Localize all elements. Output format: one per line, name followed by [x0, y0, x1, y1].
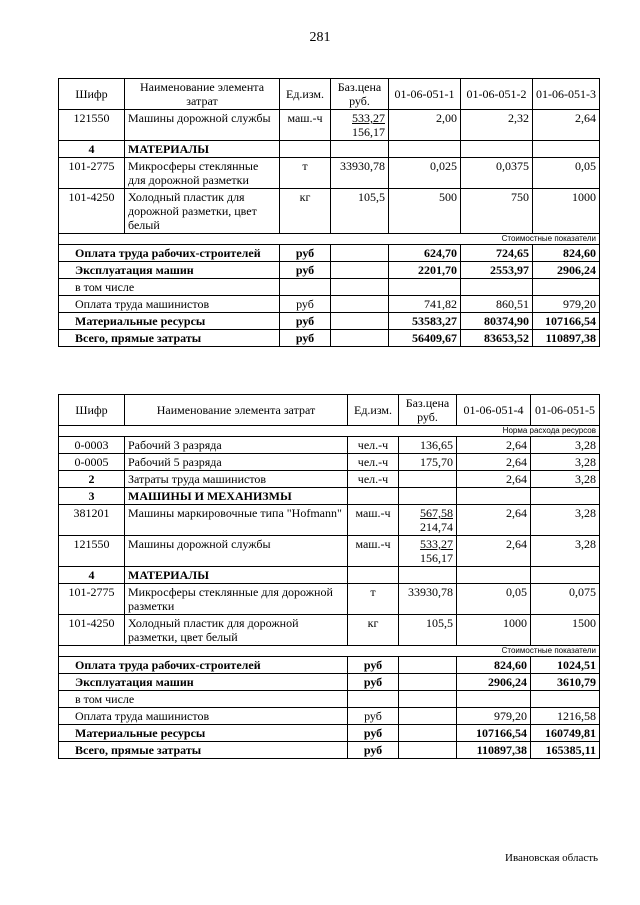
cost-name: в том числе	[59, 691, 348, 708]
cost-indicators-label: Стоимостные показатели	[59, 234, 600, 245]
code-cell: 4	[59, 567, 125, 584]
value-cell: 979,20	[533, 296, 600, 313]
name-cell: Затраты труда машинистов	[125, 471, 348, 488]
cost-name: Оплата труда машинистов	[59, 708, 348, 725]
unit-cell: чел.-ч	[348, 454, 399, 471]
price-cell	[399, 505, 457, 536]
price-cell: 175,70	[399, 454, 457, 471]
section-title: МАШИНЫ И МЕХАНИЗМЫ	[125, 488, 348, 505]
header-cell: 01-06-051-4	[457, 395, 531, 426]
price-cell: 105,5	[331, 189, 389, 234]
unit-cell: руб	[280, 313, 331, 330]
value-cell: 1024,51	[531, 657, 600, 674]
value-cell: 1500	[531, 615, 600, 646]
cost-row	[59, 742, 600, 759]
cost-name: в том числе	[59, 279, 280, 296]
value-cell: 83653,52	[461, 330, 533, 347]
value-cell: 724,65	[461, 245, 533, 262]
value-cell: 2,32	[461, 110, 533, 141]
unit-cell: руб	[348, 725, 399, 742]
header-cell: 01-06-051-1	[389, 79, 461, 110]
cost-name: Материальные ресурсы	[59, 313, 280, 330]
table-header-row	[59, 395, 600, 426]
table-row	[59, 158, 600, 189]
name-cell: Микросферы стеклянные для дорожной разметки	[125, 584, 348, 615]
cost-name: Оплата труда рабочих-строителей	[59, 245, 280, 262]
value-cell: 2,64	[457, 536, 531, 567]
table-row	[59, 189, 600, 234]
header-cell: Баз.цена руб.	[331, 79, 389, 110]
cost-row	[59, 313, 600, 330]
unit-cell: маш.-ч	[280, 110, 331, 141]
code-cell: 101-4250	[59, 615, 125, 646]
cost-name: Оплата труда рабочих-строителей	[59, 657, 348, 674]
value-cell: 824,60	[457, 657, 531, 674]
code-cell: 101-2775	[59, 584, 125, 615]
price-cell: 33930,78	[399, 584, 457, 615]
value-cell: 1000	[533, 189, 600, 234]
value-cell: 3,28	[531, 471, 600, 488]
price-value: 567,58	[420, 506, 453, 520]
header-cell: Наименование элемента затрат	[125, 79, 280, 110]
unit-cell: кг	[348, 615, 399, 646]
unit-cell: т	[280, 158, 331, 189]
table-row	[59, 110, 600, 141]
value-cell: 160749,81	[531, 725, 600, 742]
value-cell: 56409,67	[389, 330, 461, 347]
price-value-2: 156,17	[420, 551, 453, 565]
value-cell: 0,025	[389, 158, 461, 189]
cost-row	[59, 279, 600, 296]
header-cell: 01-06-051-2	[461, 79, 533, 110]
price-value-2: 214,74	[420, 520, 453, 534]
header-cell: Шифр	[59, 79, 125, 110]
value-cell: 741,82	[389, 296, 461, 313]
price-value-2: 156,17	[352, 125, 385, 139]
value-cell: 1000	[457, 615, 531, 646]
table-row	[59, 141, 600, 158]
table-row	[59, 567, 600, 584]
value-cell: 107166,54	[457, 725, 531, 742]
price-cell	[399, 536, 457, 567]
table-row	[59, 437, 600, 454]
value-cell: 2,64	[457, 437, 531, 454]
price-value: 533,27	[420, 537, 453, 551]
unit-cell: руб	[348, 742, 399, 759]
name-cell: Холодный пластик для дорожной разметки, цвет белый	[125, 615, 348, 646]
unit-cell: чел.-ч	[348, 437, 399, 454]
price-cell: 136,65	[399, 437, 457, 454]
price-cell: 105,5	[399, 615, 457, 646]
note-row	[59, 646, 600, 657]
table-row	[59, 454, 600, 471]
cost-name: Материальные ресурсы	[59, 725, 348, 742]
value-cell: 1216,58	[531, 708, 600, 725]
table-row	[59, 471, 600, 488]
note-row	[59, 234, 600, 245]
cost-name: Всего, прямые затраты	[59, 330, 280, 347]
value-cell: 3610,79	[531, 674, 600, 691]
cost-name: Эксплуатация машин	[59, 674, 348, 691]
price-cell	[331, 110, 389, 141]
code-cell: 101-2775	[59, 158, 125, 189]
cost-row	[59, 691, 600, 708]
value-cell: 110897,38	[457, 742, 531, 759]
note-row	[59, 426, 600, 437]
code-cell: 121550	[59, 110, 125, 141]
cost-name: Эксплуатация машин	[59, 262, 280, 279]
price-cell: 33930,78	[331, 158, 389, 189]
header-cell: Ед.изм.	[348, 395, 399, 426]
cost-row	[59, 674, 600, 691]
resource-norm-label: Норма расхода ресурсов	[59, 426, 600, 437]
cost-row	[59, 708, 600, 725]
value-cell: 2,64	[457, 505, 531, 536]
unit-cell: чел.-ч	[348, 471, 399, 488]
value-cell: 750	[461, 189, 533, 234]
value-cell: 53583,27	[389, 313, 461, 330]
value-cell: 107166,54	[533, 313, 600, 330]
value-cell: 3,28	[531, 505, 600, 536]
value-cell: 165385,11	[531, 742, 600, 759]
value-cell: 500	[389, 189, 461, 234]
table-row	[59, 536, 600, 567]
code-cell: 2	[59, 471, 125, 488]
value-cell: 3,28	[531, 454, 600, 471]
unit-cell: т	[348, 584, 399, 615]
cost-row	[59, 245, 600, 262]
section-title: МАТЕРИАЛЫ	[125, 567, 348, 584]
value-cell: 624,70	[389, 245, 461, 262]
name-cell: Холодный пластик для дорожной разметки, цвет белый	[125, 189, 280, 234]
header-cell: 01-06-051-5	[531, 395, 600, 426]
price-value: 533,27	[352, 111, 385, 125]
value-cell: 824,60	[533, 245, 600, 262]
cost-name: Оплата труда машинистов	[59, 296, 280, 313]
value-cell: 2906,24	[457, 674, 531, 691]
value-cell: 3,28	[531, 437, 600, 454]
value-cell: 2,64	[457, 471, 531, 488]
cost-row	[59, 262, 600, 279]
code-cell: 121550	[59, 536, 125, 567]
resource-table-2	[58, 394, 600, 759]
value-cell: 2906,24	[533, 262, 600, 279]
section-title: МАТЕРИАЛЫ	[125, 141, 280, 158]
code-cell: 4	[59, 141, 125, 158]
value-cell: 979,20	[457, 708, 531, 725]
page-number: 281	[309, 30, 331, 45]
unit-cell: маш.-ч	[348, 536, 399, 567]
value-cell: 860,51	[461, 296, 533, 313]
value-cell: 80374,90	[461, 313, 533, 330]
unit-cell: руб	[348, 674, 399, 691]
name-cell: Рабочий 3 разряда	[125, 437, 348, 454]
value-cell: 2,00	[389, 110, 461, 141]
value-cell: 2553,97	[461, 262, 533, 279]
value-cell: 0,0375	[461, 158, 533, 189]
header-cell: Наименование элемента затрат	[125, 395, 348, 426]
unit-cell: руб	[348, 708, 399, 725]
value-cell: 3,28	[531, 536, 600, 567]
header-cell: Баз.цена руб.	[399, 395, 457, 426]
code-cell: 0-0003	[59, 437, 125, 454]
value-cell: 0,05	[457, 584, 531, 615]
value-cell: 0,05	[533, 158, 600, 189]
region-footer: Ивановская область	[505, 852, 599, 864]
header-cell: 01-06-051-3	[533, 79, 600, 110]
code-cell: 101-4250	[59, 189, 125, 234]
unit-cell: руб	[280, 330, 331, 347]
unit-cell: руб	[280, 245, 331, 262]
code-cell: 3	[59, 488, 125, 505]
unit-cell: руб	[280, 296, 331, 313]
name-cell: Рабочий 5 разряда	[125, 454, 348, 471]
cost-name: Всего, прямые затраты	[59, 742, 348, 759]
table-row	[59, 584, 600, 615]
code-cell: 0-0005	[59, 454, 125, 471]
name-cell: Машины дорожной службы	[125, 110, 280, 141]
cost-row	[59, 725, 600, 742]
cost-indicators-label: Стоимостные показатели	[59, 646, 600, 657]
unit-cell: руб	[280, 262, 331, 279]
table-row	[59, 488, 600, 505]
name-cell: Машины маркировочные типа "Hofmann"	[125, 505, 348, 536]
value-cell: 2,64	[533, 110, 600, 141]
unit-cell: маш.-ч	[348, 505, 399, 536]
name-cell: Микросферы стеклянные для дорожной разметки	[125, 158, 280, 189]
table-header-row	[59, 79, 600, 110]
value-cell: 2201,70	[389, 262, 461, 279]
unit-cell: руб	[348, 657, 399, 674]
unit-cell: кг	[280, 189, 331, 234]
cost-row	[59, 330, 600, 347]
code-cell: 381201	[59, 505, 125, 536]
header-cell: Шифр	[59, 395, 125, 426]
table-row	[59, 505, 600, 536]
value-cell: 0,075	[531, 584, 600, 615]
value-cell: 2,64	[457, 454, 531, 471]
name-cell: Машины дорожной службы	[125, 536, 348, 567]
value-cell: 110897,38	[533, 330, 600, 347]
cost-row	[59, 657, 600, 674]
cost-row	[59, 296, 600, 313]
header-cell: Ед.изм.	[280, 79, 331, 110]
table-row	[59, 615, 600, 646]
resource-table-1	[58, 78, 600, 347]
